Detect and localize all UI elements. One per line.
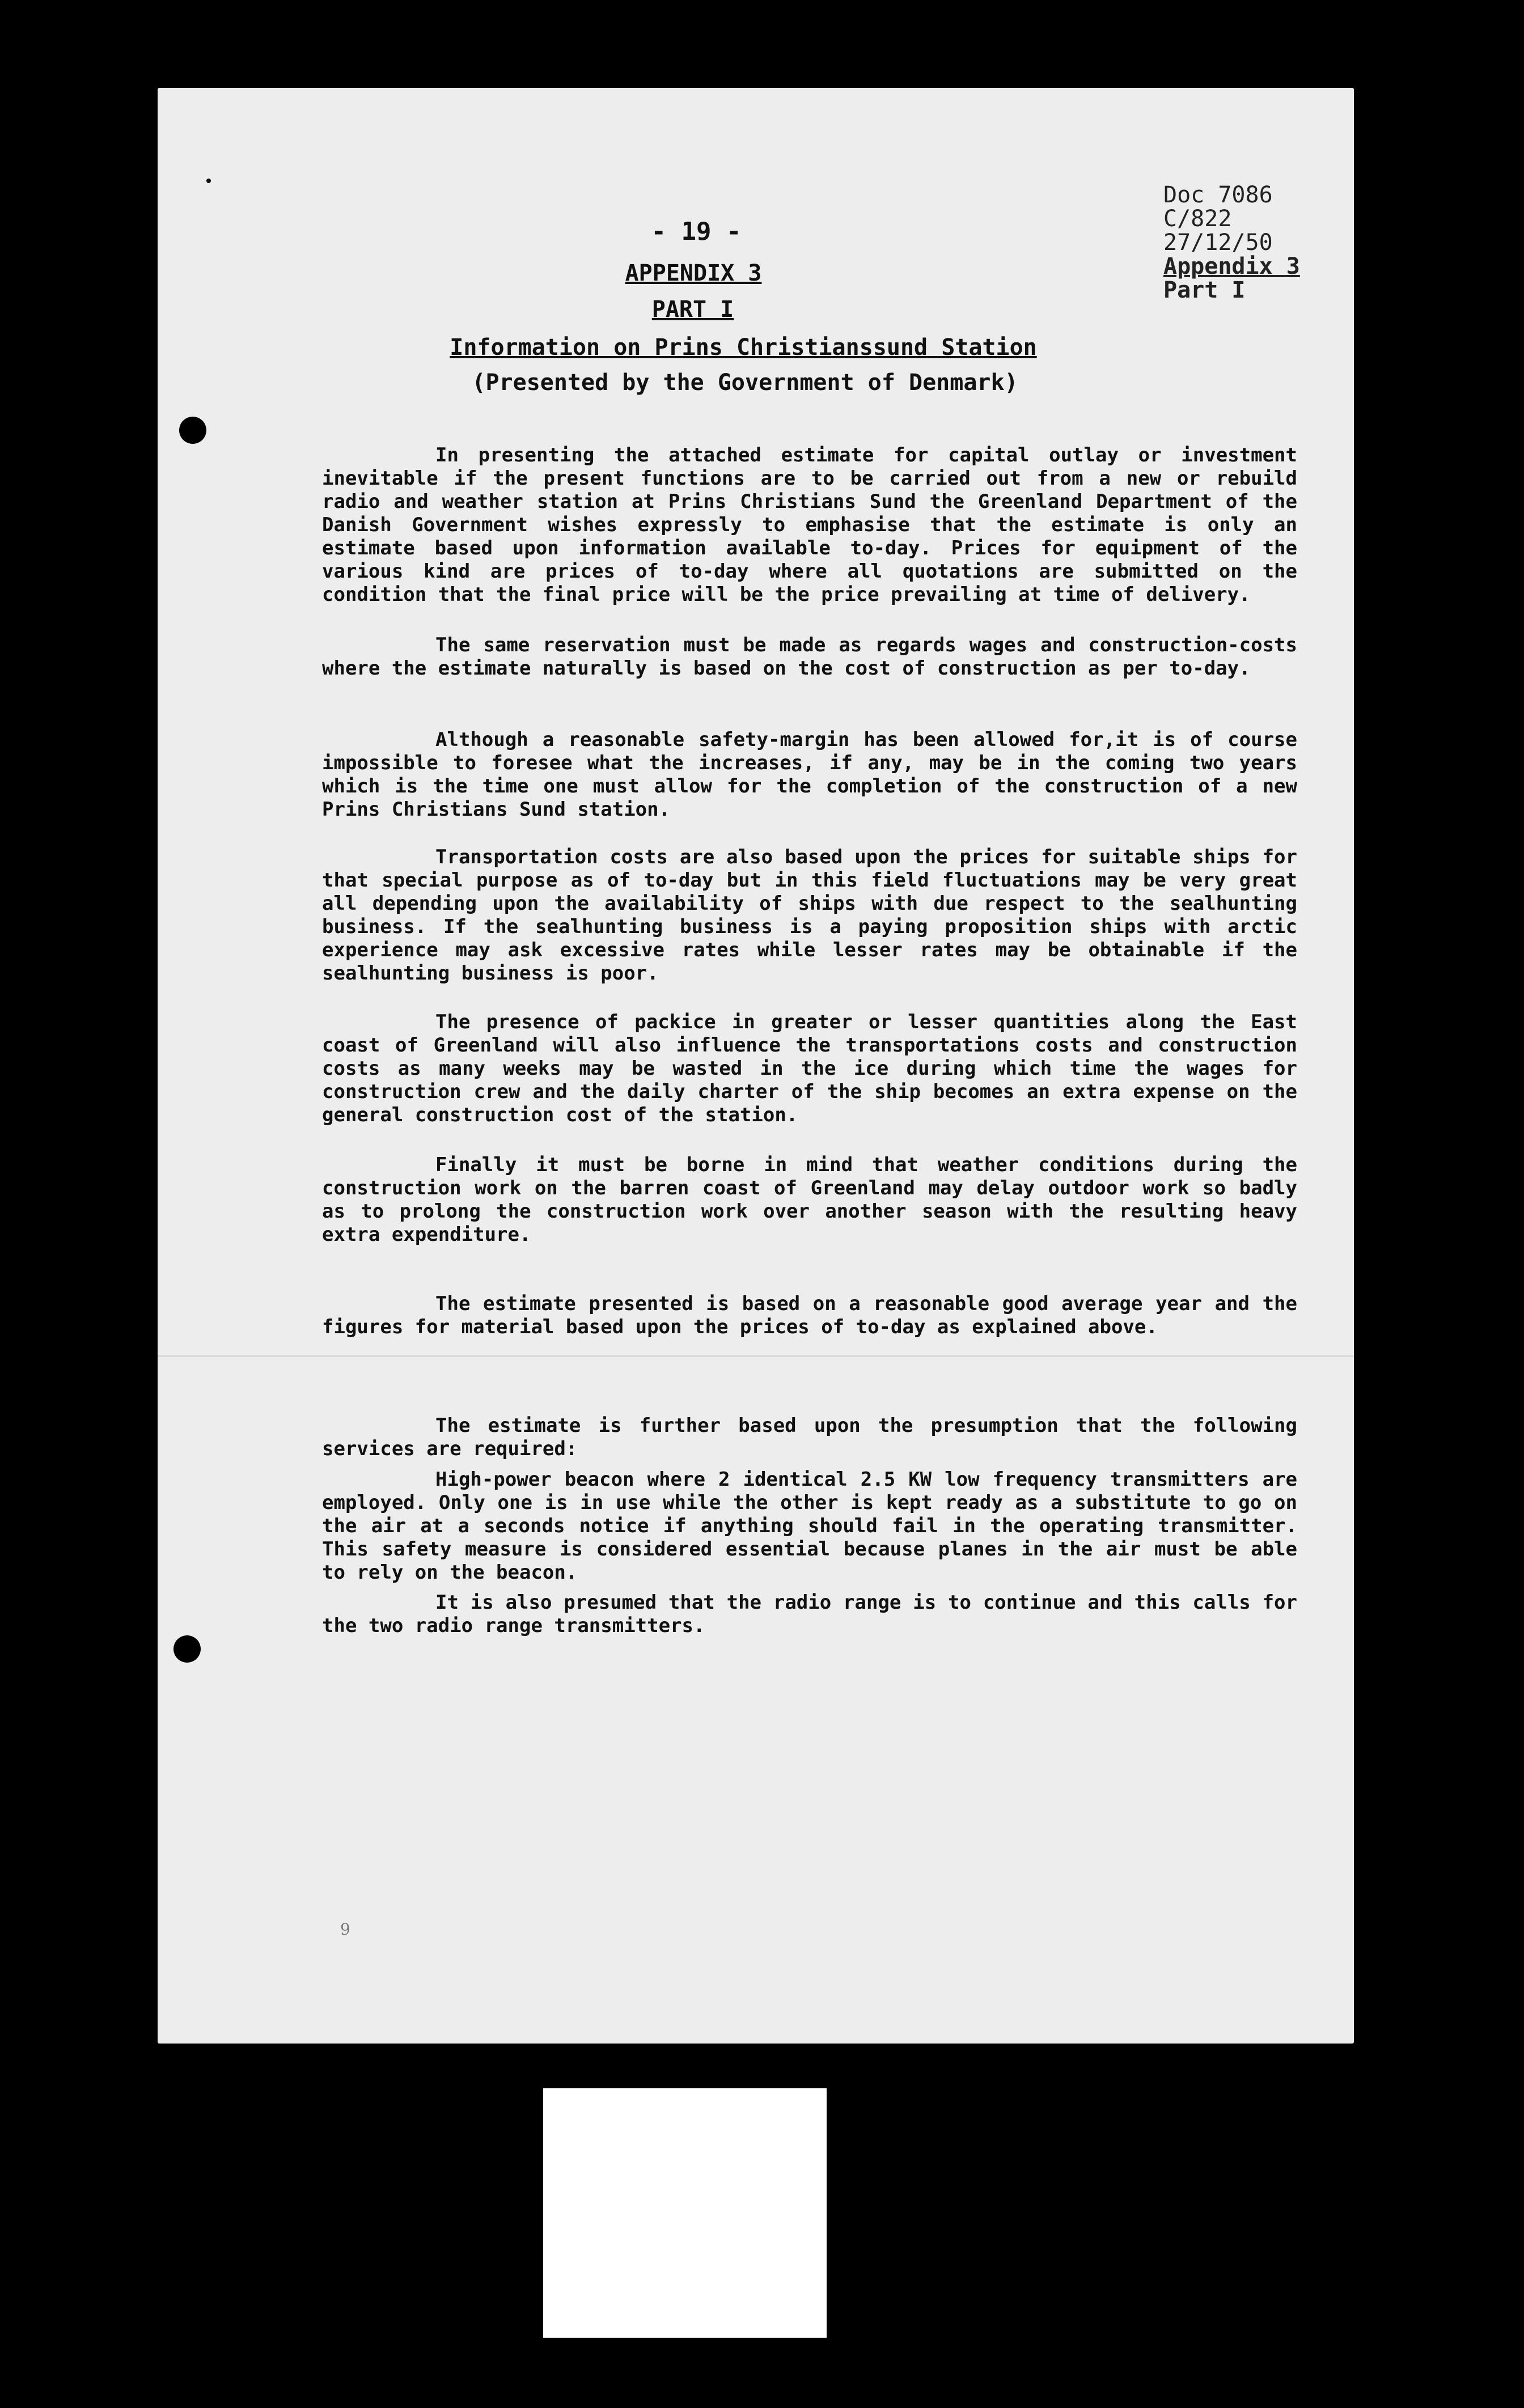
appendix-heading: APPENDIX 3 (625, 260, 762, 286)
white-label-box (543, 2088, 827, 2338)
paragraph-7: The estimate presented is based on a reasonable good average year and the figures for material based upon the prices of to-day as explained above. (322, 1292, 1297, 1338)
doc-code: C/822 (1163, 206, 1232, 232)
punch-hole-bottom (173, 1635, 201, 1663)
paragraph-2: The same reservation must be made as regards wages and construction-costs where the estimate naturally is based on the cost of construction as per to-day. (322, 634, 1297, 680)
doc-appendix: Appendix 3 (1163, 253, 1300, 279)
paragraph-10: It is also presumed that the radio range is to continue and this calls for the two radio range transmitters. (322, 1591, 1297, 1637)
ink-speck (206, 179, 211, 183)
paragraph-8: The estimate is further based upon the presumption that the following services are required: (322, 1414, 1297, 1460)
page-subtitle: (Presented by the Government of Denmark) (472, 370, 1018, 396)
paragraph-3: Although a reasonable safety-margin has been allowed for,it is of course impossible to foresee what the increases, if any, may be in the coming two years which is the time one must allow for the completion of the construction of a new Prins Christians Sund station. (322, 728, 1297, 821)
page-number: - 19 - (651, 217, 742, 246)
doc-number: Doc 7086 (1163, 182, 1273, 208)
page-title: Information on Prins Christianssund Station (450, 334, 1037, 361)
paragraph-1: In presenting the attached estimate for capital outlay or investment inevitable if the present functions are to be carried out from a new or rebuild radio and weather station at Prins Christians Sund the Greenland Department of the Danish Government wishes expressly to emphasise that the estimate is only an estimate based upon information available to-day. Prices for equipment of the various kind are prices of to-day where all quotations are submitted on the condition that the final price will be the price prevailing at time of delivery. (322, 444, 1297, 606)
paragraph-6: Finally it must be borne in mind that weather conditions during the construction work on the barren coast of Greenland may delay outdoor work so badly as to prolong the construction work over another season with the resulting heavy extra expenditure. (322, 1154, 1297, 1246)
stray-mark: 9 (340, 1920, 350, 1939)
punch-hole-top (179, 417, 206, 444)
fold-line (158, 1355, 1354, 1357)
document-page (158, 88, 1354, 2044)
paragraph-9: High-power beacon where 2 identical 2.5 KW low frequency transmitters are employed. Only one is in use while the other is kept ready as a substitute to go on the air at a seconds notice if anything should fail in the operating transmitter. This safety measure is considered essential because planes in the air must be able to rely on the beacon. (322, 1468, 1297, 1584)
paragraph-4: Transportation costs are also based upon the prices for suitable ships for that special purpose as of to-day but in this field fluctuations may be very great all depending upon the availability of ships with due respect to the sealhunting business. If the sealhunting business is a paying proposition ships with arctic experience may ask excessive rates while lesser rates may be obtainable if the sealhunting business is poor. (322, 846, 1297, 985)
doc-part: Part I (1163, 277, 1246, 303)
doc-date: 27/12/50 (1163, 230, 1273, 256)
paragraph-5: The presence of packice in greater or lesser quantities along the East coast of Greenland will also influence the transportations costs and construction costs as many weeks may be wasted in the ice during which time the wages for construction crew and the daily charter of the ship becomes an extra expense on the general construction cost of the station. (322, 1011, 1297, 1126)
part-heading: PART I (651, 296, 734, 323)
